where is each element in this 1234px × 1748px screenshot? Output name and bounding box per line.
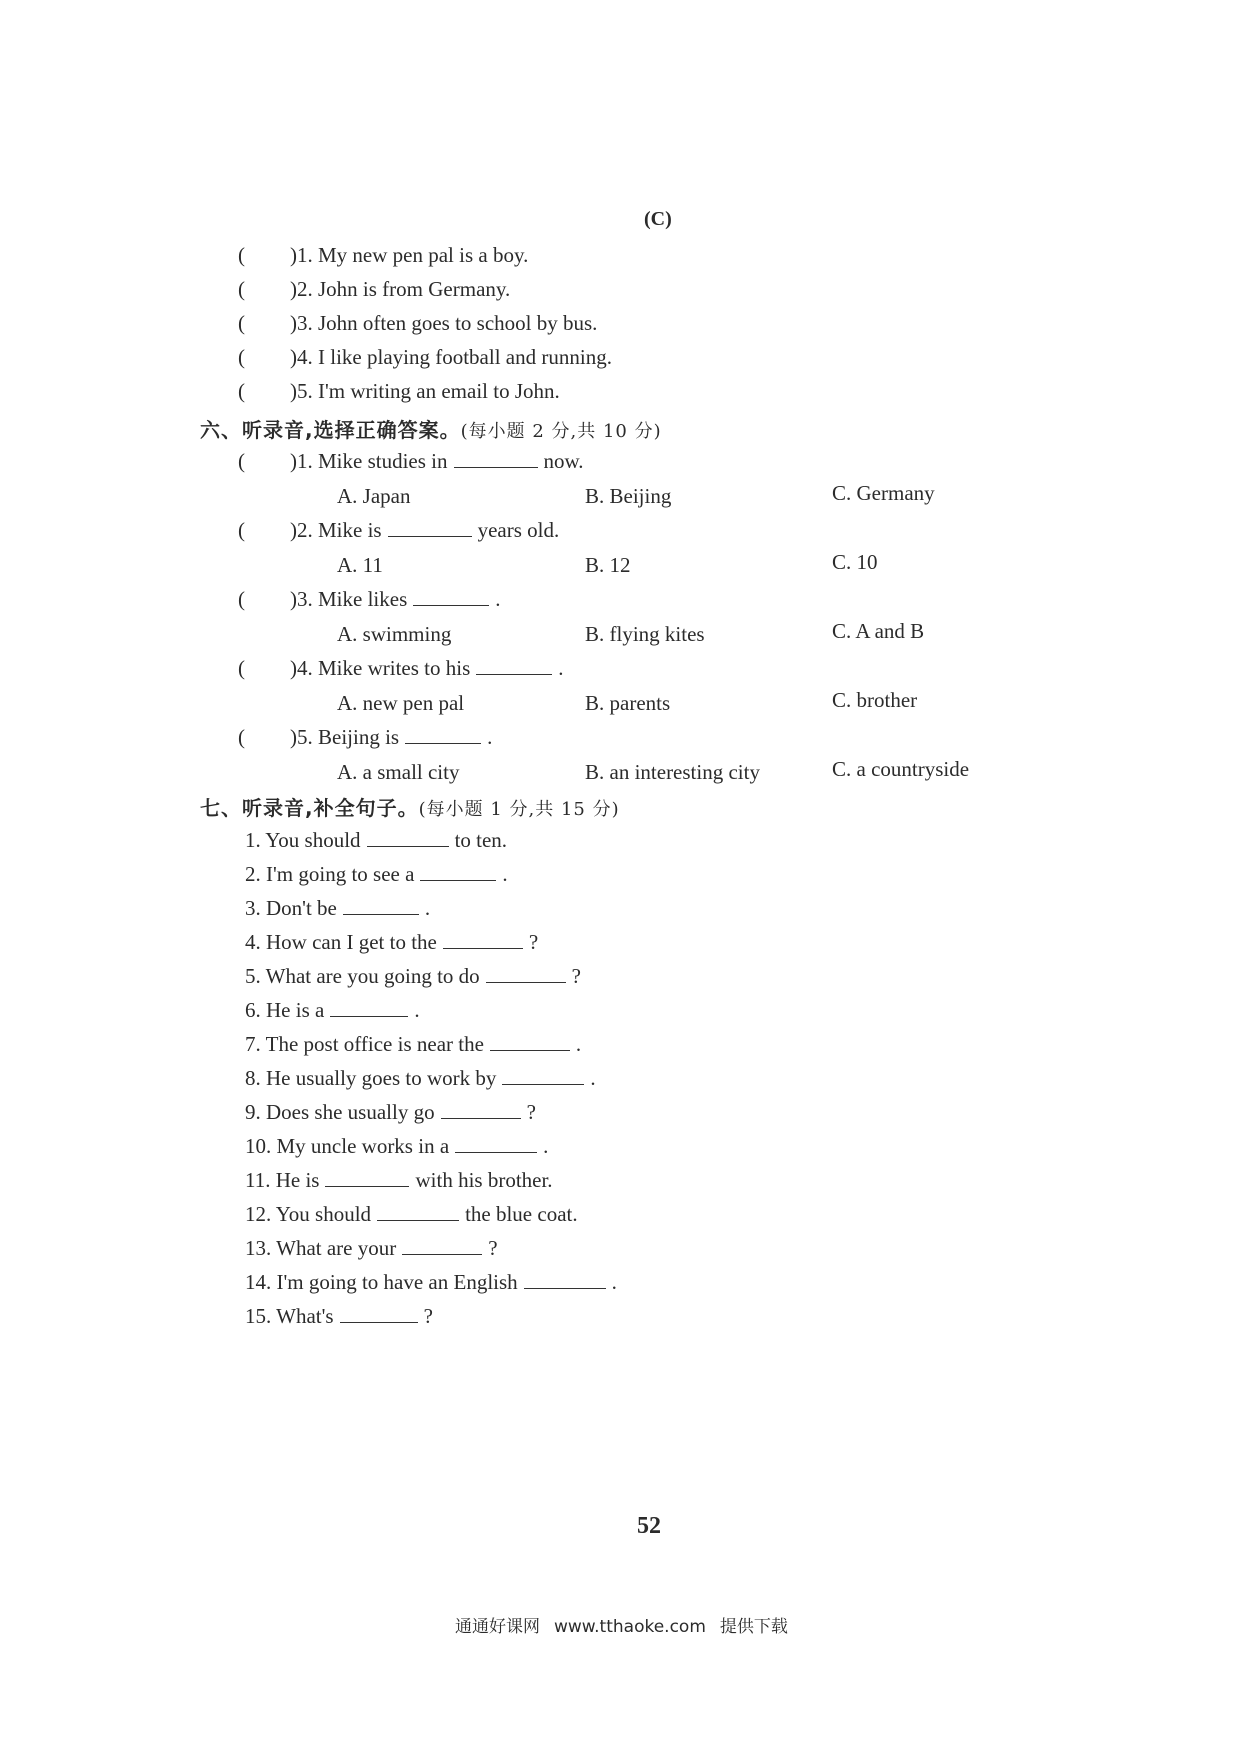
- answer-blank[interactable]: [325, 1185, 409, 1187]
- fill-blank-item: 2. I'm going to see a .: [245, 862, 508, 886]
- answer-blank[interactable]: [343, 913, 419, 915]
- option-c[interactable]: C. brother: [832, 688, 918, 712]
- fill-blank-item: 5. What are you going to do ?: [245, 964, 581, 988]
- fill-blank-item: 7. The post office is near the .: [245, 1032, 582, 1056]
- answer-blank[interactable]: [330, 1015, 408, 1017]
- tf-item: ( )4. I like playing football and running.: [238, 345, 612, 369]
- option-a[interactable]: A. new pen pal: [337, 691, 465, 715]
- section-7-score-note: (每小题 1 分,共 15 分): [418, 799, 620, 820]
- mc-question: ( )4. Mike writes to his .: [238, 656, 564, 680]
- fill-blank-item: 13. What are your ?: [245, 1236, 498, 1260]
- answer-blank[interactable]: [402, 1253, 482, 1255]
- mc-question: ( )3. Mike likes .: [238, 587, 501, 611]
- answer-paren[interactable]: ): [290, 243, 297, 267]
- answer-blank[interactable]: [455, 1151, 537, 1153]
- answer-blank[interactable]: [524, 1287, 606, 1289]
- option-c[interactable]: C. 10: [832, 550, 878, 574]
- option-c[interactable]: C. a countryside: [832, 757, 970, 781]
- answer-paren[interactable]: ): [290, 379, 297, 403]
- fill-blank-item: 1. You should to ten.: [245, 828, 508, 852]
- footer-site-name: 通通好课网: [455, 1617, 540, 1637]
- answer-blank[interactable]: [502, 1083, 584, 1085]
- listening-part-c-header: (C): [644, 208, 672, 230]
- fill-blank-item: 8. He usually goes to work by .: [245, 1066, 596, 1090]
- answer-blank[interactable]: [367, 845, 449, 847]
- answer-blank[interactable]: [490, 1049, 570, 1051]
- fill-blank-item: 4. How can I get to the ?: [245, 930, 539, 954]
- fill-blank-item: 14. I'm going to have an English .: [245, 1270, 617, 1294]
- tf-item: ( )5. I'm writing an email to John.: [238, 379, 560, 403]
- option-b[interactable]: B. 12: [585, 553, 631, 577]
- answer-paren[interactable]: ): [290, 311, 297, 335]
- tf-item: ( )3. John often goes to school by bus.: [238, 311, 598, 335]
- answer-blank[interactable]: [476, 673, 552, 675]
- fill-blank-item: 9. Does she usually go ?: [245, 1100, 536, 1124]
- option-b[interactable]: B. Beijing: [585, 484, 672, 508]
- answer-blank[interactable]: [486, 981, 566, 983]
- option-a[interactable]: A. swimming: [337, 622, 452, 646]
- tf-item: ( )2. John is from Germany.: [238, 277, 511, 301]
- option-b[interactable]: B. an interesting city: [585, 760, 760, 784]
- option-a[interactable]: A. Japan: [337, 484, 411, 508]
- page-number: 52: [637, 1513, 661, 1539]
- fill-blank-item: 10. My uncle works in a .: [245, 1134, 549, 1158]
- answer-blank[interactable]: [405, 742, 481, 744]
- answer-paren[interactable]: ): [290, 587, 297, 611]
- tf-item: ( )1. My new pen pal is a boy.: [238, 243, 529, 267]
- option-c[interactable]: C. A and B: [832, 619, 925, 643]
- option-b[interactable]: B. flying kites: [585, 622, 705, 646]
- answer-paren[interactable]: ): [290, 277, 297, 301]
- answer-paren[interactable]: ): [290, 345, 297, 369]
- mc-question: ( )1. Mike studies in now.: [238, 449, 584, 473]
- fill-blank-item: 12. You should the blue coat.: [245, 1202, 578, 1226]
- option-a[interactable]: A. 11: [337, 553, 383, 577]
- answer-blank[interactable]: [388, 535, 472, 537]
- fill-blank-item: 6. He is a .: [245, 998, 420, 1022]
- answer-paren[interactable]: ): [290, 518, 297, 542]
- footer-url: www.tthaoke.com: [554, 1617, 706, 1637]
- footer-suffix: 提供下载: [719, 1617, 788, 1637]
- answer-paren[interactable]: ): [290, 656, 297, 680]
- option-c[interactable]: C. Germany: [832, 481, 935, 505]
- fill-blank-item: 15. What's ?: [245, 1304, 433, 1328]
- answer-blank[interactable]: [454, 466, 538, 468]
- footer-watermark: [455, 1612, 802, 1637]
- mc-question: ( )5. Beijing is .: [238, 725, 493, 749]
- answer-blank[interactable]: [441, 1117, 521, 1119]
- answer-paren[interactable]: ): [290, 449, 297, 473]
- section-6-score-note: (每小题 2 分,共 10 分): [460, 421, 662, 442]
- mc-question: ( )2. Mike is years old.: [238, 518, 560, 542]
- answer-blank[interactable]: [420, 879, 496, 881]
- option-a[interactable]: A. a small city: [337, 760, 460, 784]
- option-b[interactable]: B. parents: [585, 691, 671, 715]
- answer-blank[interactable]: [443, 947, 523, 949]
- answer-blank[interactable]: [340, 1321, 418, 1323]
- fill-blank-item: 11. He is with his brother.: [245, 1168, 553, 1192]
- answer-blank[interactable]: [377, 1219, 459, 1221]
- section-7-title: 七、听录音,补全句子。(每小题 1 分,共 15 分): [200, 796, 620, 820]
- section-6-title: 六、听录音,选择正确答案。(每小题 2 分,共 10 分): [200, 418, 662, 442]
- answer-blank[interactable]: [413, 604, 489, 606]
- answer-paren[interactable]: ): [290, 725, 297, 749]
- fill-blank-item: 3. Don't be .: [245, 896, 431, 920]
